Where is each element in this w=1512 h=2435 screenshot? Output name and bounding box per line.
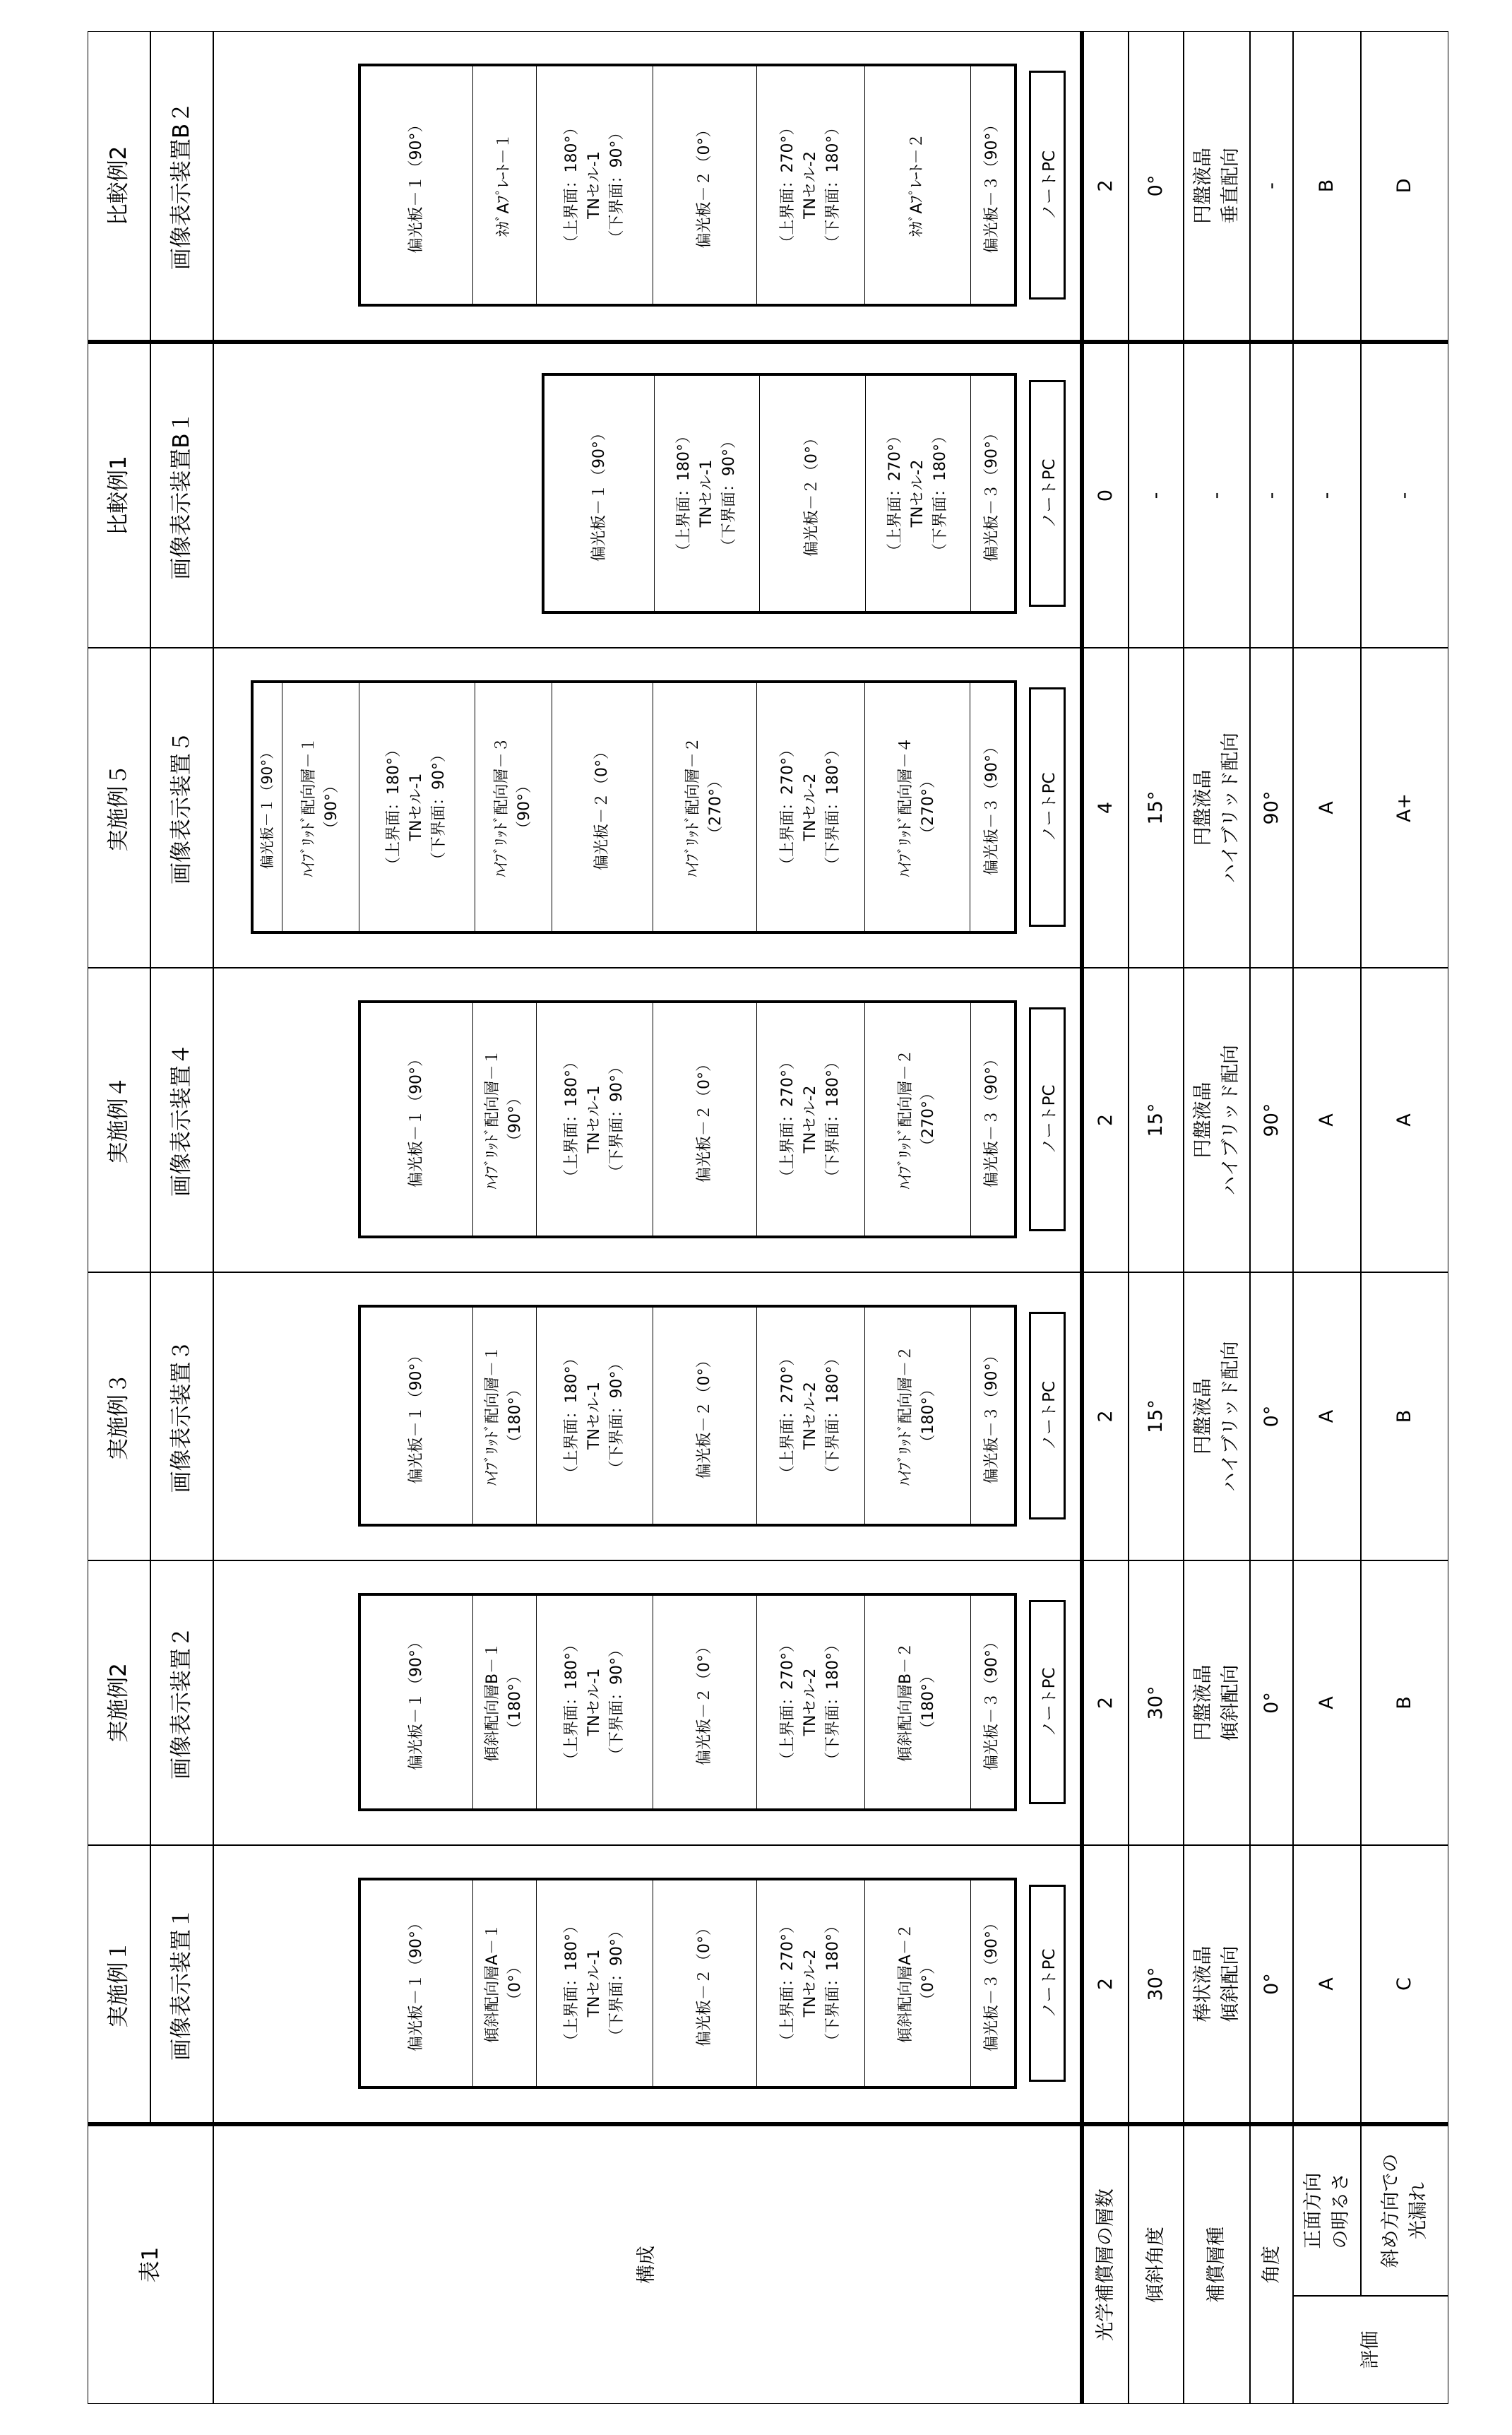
device-name: 画像表示装置２: [150, 1560, 213, 1845]
stack-layer: （上界面：270°） TNセル-2 （下界面：180°）: [757, 1308, 865, 1524]
value-oblique-leakage: A+: [1361, 648, 1448, 968]
value-compensation-type: -: [1184, 340, 1250, 648]
stack-layer: ﾈｶﾞAﾌﾟﾚｰﾄ－１: [473, 66, 537, 304]
value-front-brightness: A: [1293, 1272, 1361, 1560]
stack-layer: 傾斜配向層A－２ （0°）: [865, 1880, 971, 2086]
stack-layer: 偏光板－３（90°）: [970, 683, 1014, 931]
column-header: 実施例2: [88, 1560, 150, 1845]
value-oblique-leakage: A: [1361, 968, 1448, 1272]
stack-layer: 偏光板－１（90°）: [254, 683, 282, 931]
value-oblique-leakage: -: [1361, 340, 1448, 648]
stack-layer: （上界面：180°） TNセル-1 （下界面：90°）: [537, 1308, 654, 1524]
value-layer-count: 2: [1083, 968, 1129, 1272]
stack-layer: （上界面：270°） TNセル-2 （下界面：180°）: [757, 683, 865, 931]
stack-layer: （上界面：180°） TNセル-1 （下界面：90°）: [359, 683, 475, 931]
row-label-compensation-type: 補償層種: [1184, 2123, 1250, 2404]
value-oblique-leakage: D: [1361, 31, 1448, 340]
stack-layer: （上界面：180°） TNセル-1 （下界面：90°）: [655, 376, 760, 611]
column-header: 実施例３: [88, 1272, 150, 1560]
notebook-pc-box: ノートPC: [1029, 1312, 1066, 1519]
stack-layer: 偏光板－２（0°）: [760, 376, 865, 611]
value-oblique-leakage: C: [1361, 1845, 1448, 2123]
row-label-composition: 構成: [213, 2123, 1083, 2404]
stack-layer: 偏光板－２（0°）: [552, 683, 653, 931]
stack-layer: （上界面：180°） TNセル-1 （下界面：90°）: [537, 66, 654, 304]
notebook-pc-box: ノートPC: [1029, 1885, 1066, 2082]
value-angle: 0°: [1250, 1845, 1293, 2123]
layer-stack: [358, 64, 1017, 307]
value-angle: 0°: [1250, 1560, 1293, 1845]
stack-layer: ﾊｲﾌﾞﾘｯﾄﾞ配向層－３ （90°）: [475, 683, 552, 931]
value-layer-count: 2: [1083, 1845, 1129, 2123]
value-compensation-type: 棒状液晶 傾斜配向: [1184, 1845, 1250, 2123]
stack-layer: ﾊｲﾌﾞﾘｯﾄﾞ配向層－１ （90°）: [473, 1003, 537, 1236]
stack-layer: （上界面：180°） TNセル-1 （下界面：90°）: [537, 1596, 654, 1808]
table-1: [0, 0, 1512, 2435]
value-tilt-angle: -: [1129, 340, 1184, 648]
stack-layer: 偏光板－３（90°）: [971, 1003, 1014, 1236]
row-label-tilt-angle: 傾斜角度: [1129, 2123, 1184, 2404]
stack-layer: （上界面：270°） TNセル-2 （下界面：180°）: [757, 1880, 865, 2086]
value-front-brightness: A: [1293, 1560, 1361, 1845]
notebook-pc-box: ノートPC: [1029, 1007, 1066, 1231]
row-label-oblique-leakage: 斜め方向での 光漏れ: [1361, 2123, 1448, 2296]
stack-layer: 偏光板－３（90°）: [971, 66, 1014, 304]
stack-layer: 偏光板－３（90°）: [971, 1880, 1014, 2086]
stack-layer: 偏光板－２（0°）: [653, 1596, 757, 1808]
stack-layer: ﾊｲﾌﾞﾘｯﾄﾞ配向層－１ （90°）: [282, 683, 359, 931]
stack-layer: 偏光板－３（90°）: [971, 1596, 1014, 1808]
device-name: 画像表示装置B１: [150, 340, 213, 648]
value-front-brightness: -: [1293, 340, 1361, 648]
stack-layer: 偏光板－１（90°）: [361, 66, 473, 304]
stack-layer: 偏光板－２（0°）: [653, 1003, 757, 1236]
layer-stack: [358, 1878, 1017, 2089]
value-angle: -: [1250, 31, 1293, 340]
value-layer-count: 2: [1083, 1272, 1129, 1560]
notebook-pc-box: ノートPC: [1029, 380, 1066, 607]
layer-stack: [358, 1000, 1017, 1238]
device-name: 画像表示装置５: [150, 648, 213, 968]
value-compensation-type: 円盤液晶 ハイブリッド配向: [1184, 648, 1250, 968]
stack-layer: 偏光板－３（90°）: [971, 1308, 1014, 1524]
stack-layer: 傾斜配向層B－２ （180°）: [865, 1596, 971, 1808]
value-compensation-type: 円盤液晶 ハイブリッド配向: [1184, 968, 1250, 1272]
value-tilt-angle: 30°: [1129, 1560, 1184, 1845]
column-header: 実施例４: [88, 968, 150, 1272]
value-tilt-angle: 0°: [1129, 31, 1184, 340]
column-header: 実施例１: [88, 1845, 150, 2123]
value-tilt-angle: 30°: [1129, 1845, 1184, 2123]
layer-stack: [358, 1593, 1017, 1811]
stack-layer: 偏光板－１（90°）: [544, 376, 655, 611]
stack-layer: ﾊｲﾌﾞﾘｯﾄﾞ配向層－２ （270°）: [653, 683, 757, 931]
device-name: 画像表示装置B２: [150, 31, 213, 340]
value-layer-count: 0: [1083, 340, 1129, 648]
value-front-brightness: B: [1293, 31, 1361, 340]
value-layer-count: 2: [1083, 31, 1129, 340]
stack-layer: （上界面：270°） TNセル-2 （下界面：180°）: [866, 376, 971, 611]
stack-layer: （上界面：270°） TNセル-2 （下界面：180°）: [757, 1003, 865, 1236]
column-header: 実施例５: [88, 648, 150, 968]
notebook-pc-box: ノートPC: [1029, 71, 1066, 300]
stack-layer: ﾊｲﾌﾞﾘｯﾄﾞ配向層－４ （270°）: [865, 683, 971, 931]
value-oblique-leakage: B: [1361, 1560, 1448, 1845]
device-name: 画像表示装置３: [150, 1272, 213, 1560]
stack-layer: ﾈｶﾞAﾌﾟﾚｰﾄ－２: [865, 66, 971, 304]
value-tilt-angle: 15°: [1129, 968, 1184, 1272]
value-angle: 0°: [1250, 1272, 1293, 1560]
value-front-brightness: A: [1293, 968, 1361, 1272]
device-name: 画像表示装置４: [150, 968, 213, 1272]
row-label-front-brightness: 正面方向 の明るさ: [1293, 2123, 1361, 2296]
column-header: 比較例1: [88, 340, 150, 648]
value-layer-count: 2: [1083, 1560, 1129, 1845]
value-front-brightness: A: [1293, 648, 1361, 968]
stack-layer: （上界面：180°） TNセル-1 （下界面：90°）: [537, 1003, 654, 1236]
stack-layer: 偏光板－２（0°）: [653, 66, 757, 304]
notebook-pc-box: ノートPC: [1029, 1600, 1066, 1804]
notebook-pc-box: ノートPC: [1029, 687, 1066, 927]
stack-layer: 偏光板－２（0°）: [653, 1880, 757, 2086]
row-label-evaluation: 評価: [1293, 2296, 1448, 2404]
stack-layer: 偏光板－３（90°）: [971, 376, 1014, 611]
value-angle: -: [1250, 340, 1293, 648]
value-angle: 90°: [1250, 648, 1293, 968]
value-compensation-type: 円盤液晶 垂直配向: [1184, 31, 1250, 340]
value-tilt-angle: 15°: [1129, 1272, 1184, 1560]
stack-layer: （上界面：180°） TNセル-1 （下界面：90°）: [537, 1880, 654, 2086]
value-compensation-type: 円盤液晶 ハイブリッド配向: [1184, 1272, 1250, 1560]
row-label-angle: 角度: [1250, 2123, 1293, 2404]
stack-layer: 傾斜配向層A－１ （0°）: [473, 1880, 537, 2086]
stack-layer: （上界面：270°） TNセル-2 （下界面：180°）: [757, 1596, 865, 1808]
value-compensation-type: 円盤液晶 傾斜配向: [1184, 1560, 1250, 1845]
value-angle: 90°: [1250, 968, 1293, 1272]
value-tilt-angle: 15°: [1129, 648, 1184, 968]
layer-stack: [358, 1305, 1017, 1527]
stack-layer: 偏光板－１（90°）: [361, 1880, 473, 2086]
layer-stack: [251, 680, 1017, 934]
value-oblique-leakage: B: [1361, 1272, 1448, 1560]
column-header: 比較例2: [88, 31, 150, 340]
stack-layer: ﾊｲﾌﾞﾘｯﾄﾞ配向層－２ （270°）: [865, 1003, 971, 1236]
device-name: 画像表示装置１: [150, 1845, 213, 2123]
stack-layer: （上界面：270°） TNセル-2 （下界面：180°）: [757, 66, 865, 304]
stack-layer: 偏光板－２（0°）: [653, 1308, 757, 1524]
value-front-brightness: A: [1293, 1845, 1361, 2123]
stack-layer: 偏光板－１（90°）: [361, 1003, 473, 1236]
value-layer-count: 4: [1083, 648, 1129, 968]
stack-layer: 偏光板－１（90°）: [361, 1596, 473, 1808]
stack-layer: 傾斜配向層B－１ （180°）: [473, 1596, 537, 1808]
layer-stack: [542, 373, 1017, 614]
stack-layer: ﾊｲﾌﾞﾘｯﾄﾞ配向層－２ （180°）: [865, 1308, 971, 1524]
stack-layer: ﾊｲﾌﾞﾘｯﾄﾞ配向層－１ （180°）: [473, 1308, 537, 1524]
row-label-layer-count: 光学補償層の層数: [1083, 2123, 1129, 2404]
stack-layer: 偏光板－１（90°）: [361, 1308, 473, 1524]
table-title: 表1: [88, 2123, 213, 2404]
